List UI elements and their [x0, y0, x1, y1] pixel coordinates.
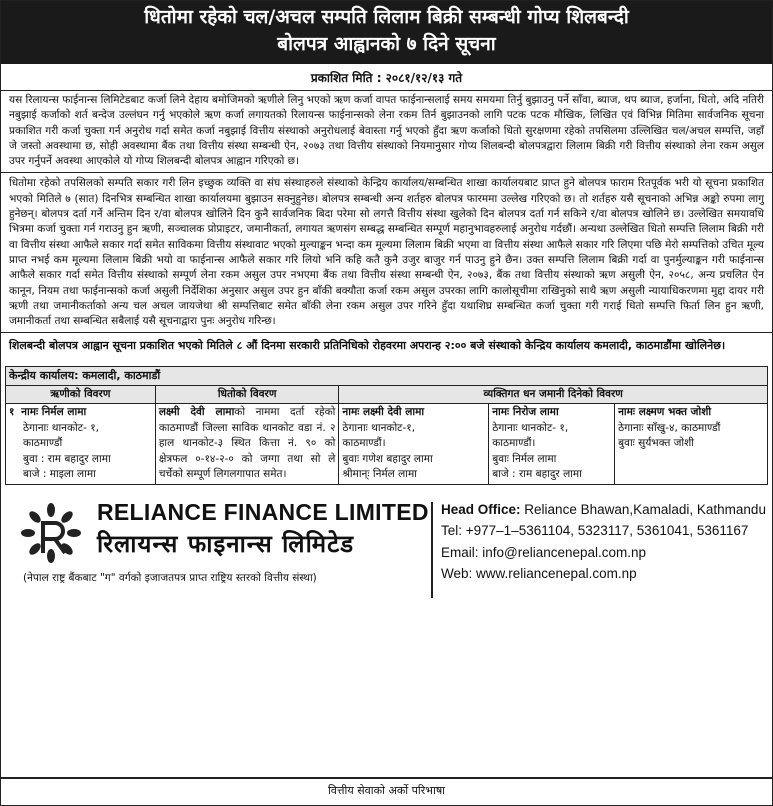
- office-label: केन्द्रीय कार्यालय: कमलादी, काठमाडौं: [6, 367, 768, 386]
- tagline: वित्तीय सेवाको अर्को परिभाषा: [1, 777, 772, 805]
- guarantor-3-address: ठेगानाः साँखु-४, काठमाण्डौं: [618, 421, 721, 434]
- opening-notice: शिलबन्दी बोलपत्र आह्वान सूचना प्रकाशित भएको मितिले ८ औं दिनमा सरकारी प्रतिनिधिको रोहवरमा अपरान्ह २:०० बजे संस्थाको केन्द्रिय कार्यालय कमलादी, काठमाडौंमा खोलिनेछ।: [9, 339, 726, 353]
- guarantor-2-name: नामः निरोज लामा: [492, 406, 559, 419]
- guarantor-1-name: नामः लक्ष्मी देवी लामा: [342, 406, 425, 419]
- borrower-district: काठमाण्डौं: [23, 437, 63, 450]
- paragraph-2: धितोमा रहेको तपसिलको सम्पति सकार गरी लिन इच्छुक व्यक्ति वा संघ संस्थाहरुले संस्थाको केन्द्रिय कार्यालय/सम्बन्धित शाखा कार्यालयबाट प्राप्त हुने बोलपत्र फाराम रितपूर्वक भरी यो सूचना प्रकाशित भएको मितिले ७ (सात) दिनभित्र सम्बन्धित शाखा कार्यालयमा बुझाउन सक्नुहुनेछ। बोलपत्र सम्बन्धी अन्य शर्तहरु बोलपत्र फारममा उल्लेख गरिएको छ। तो शर्तहरु यसै सूचनाको अभिन्न अङ्को रुपमा लागु हुनेछन्। बोलपत्र दर्ता गर्ने अन्तिम दिन र/वा बोलपत्र खोलिने दिन कुनै सार्वजनिक बिदा परेमा सो लगत्तै वित्तीय संस्था खुलेको दिन बोलपत्र दर्ता गर्न सकिने र/वा बोलपत्र खोलिने छ। उल्लेखित समयावधि भित्रमा कर्जा चुक्ता गर्न गराउनु हुन ऋणी, सञ्चालक प्रोप्राइटर, जमानीकर्ता, लगायत ऋणसंग सम्बद्ध सम्बन्धित सम्पूर्ण महानुभावहरुलाई अनुरोध गर्दछौं। अन्यथा उल्लेखित धितो सम्पत्ति लिलाम बिक्री गरी वा वित्तीय संस्था आफैले सकार गर्दा समेत साविकमा वित्तीय संस्थावाट भएको मुल्याङ्कन भन्दा कम मूल्यमा लिलाम बिक्री भएमा वा वित्तीय संस्था आफैले सकार गरि लिएमा पछि मेरो सम्पत्तिको उचित मूल्य प्राप्त नभई कम मूल्यमा लिलाम बिक्री भयो वा फाईनान्स आफैले सकार गरि लियो भनि कहि कतै कुनै उजुर बाजुर गर्न पाउनु हुने छैन। उक्त सम्पत्ति लिलाम बिक्री गर्दा वा पुनर्मुल्याङ्कन गरी फाईनान्स आफैले सकार गर्दा समेत वित्तीय संस्थाको सम्पूर्ण लेना रकम असुल उपर नभएमा बैंक तथा वित्तीय संस्था सम्बन्धी ऐन, २०७३, बैंक तथा वित्तीय संस्थाको ऋण असुली ऐन, २०५८, अन्य प्रचलित ऐन कानून, नियम तथा फाईनान्सको कर्जा असुली निर्देशिका अनुसार असुल उपर हुन बाँकी बक्यौता कर्जा रकम असुल उपरका लागि कालोसूचीमा राखिनुको साथै ऋण असुली न्यायाधिकरणमा मुद्दा दायर गरी ऋणी तथा जमानीकर्ताको अन्य चल अचल जायजेथा श्री सम्पत्तिबाट समेत बाँकी लेना रकम असुल उपर गरिने हुँदा यथाशिघ्र सम्बन्धित कर्जा चुक्ता गरी गराई धितो सम्पत्ति फिर्ता लिन हुन ऋणी, जमानीकर्ता तथा सम्बन्धित सबैलाई यसै सूचनाद्वारा पुनः अनुरोध गरिन्छ।: [9, 177, 764, 328]
- notice-title-line2: बोलपत्र आह्वानको ७ दिने सूचना: [277, 33, 496, 55]
- table-row: [6, 404, 768, 485]
- header-collateral: धितोको विवरण: [155, 386, 339, 404]
- published-date: प्रकाशित मिति : २०८१/१२/१३ गते: [310, 71, 463, 85]
- guarantor-3-name: नामः लक्ष्मण भक्त जोशी: [618, 406, 712, 419]
- paragraph-1: यस रिलायन्स फाईनान्स लिमिटेडबाट कर्जा लिने देहाय बमोजिमको ऋणीले लिनु भएको ऋण कर्जा वापत फाईनान्सलाई समय समयमा तिर्नु बुझाउनु पर्ने साँवा, ब्याज, थप ब्याज, हर्जाना, धितो, अदि नतिरी नबुझाई कर्जाको शर्त बन्देज उल्लंघन गर्नु भएकोले ऋण कर्जा लगायतको रिलायन्स फाईनान्सको लेना रकम तिर्न बुझाउनको लागि पटक पटक मौखिक, लिखित एवं विभिन्न मितिमा सार्वजनिक सूचना प्रकाशित गरी कर्जा चुक्ता गर्न अनुरोध गर्दा समेत कर्जा नबुझाई वित्तीय संस्थाको अनुरोधलाई बेवास्ता गर्नु भएको हुँदा ऋण कर्जाको धितो सुरक्षणमा रहेको तपसिलमा उल्लिखित चल/अचल सम्पत्ति, जहाँ जे जस्तो अवस्थामा छ, सोही अवस्थामा बैंक तथा वित्तीय संस्था सम्बन्धी ऐन, २०७३ तथा वित्तीय संस्थाको नियमानुसार गोप्य शिलबन्दी बोलपत्रद्वारा लिलाम बिक्री गरी वित्तीय संस्थाको लेना रकम असुल उपर गर्नुपर्ने अवस्था आएकोले यो गोप्य शिलबन्दी बोलपत्र आह्वान गरिएको छ।: [9, 94, 764, 168]
- collateral-description: को नाममा दर्ता रहेको काठमाण्डौं जिल्ला साविक थानकोट वडा नं. २ हाल थानकोट-३ स्थित कित्ता नं. ९० को क्षेत्रफल ०-१४-२-० को जग्गा तथा सो ले चर्चेको सम्पूर्ण लिगलगापात समेत।: [158, 406, 336, 481]
- guarantor-2-grandfather: बाजे : राम बहादुर लामा: [492, 468, 582, 481]
- table-header-row: [6, 386, 768, 404]
- guarantor-2-father: बुवाः निर्मल लामा: [492, 452, 557, 465]
- telephone-line: Tel: +977–1–5361104, 5323117, 5361041, 5361167: [441, 523, 749, 539]
- paragraph-2-box: [1, 173, 772, 333]
- guarantor-2-district: काठमाण्डौं।: [492, 437, 536, 450]
- head-office-line: [441, 499, 766, 521]
- guarantor-1-father: बुवाः गणेश बहादुर लामा: [342, 452, 433, 465]
- contact-block: [441, 499, 766, 604]
- borrower-name-line: [9, 405, 152, 421]
- guarantor-3-father: बुवाः सुर्यभक्त जोशी: [618, 437, 695, 450]
- guarantor-1-cell: [339, 404, 489, 485]
- guarantor-1-address: ठेगानाः थानकोट-१,: [342, 421, 416, 434]
- head-office-label: Head Office:: [441, 501, 521, 517]
- serial-number: १: [9, 406, 15, 419]
- head-office-value: Reliance Bhawan,Kamaladi, Kathmandu: [524, 501, 766, 517]
- web-line[interactable]: Web: www.reliancenepal.com.np: [441, 566, 637, 582]
- guarantor-3-cell: [615, 404, 768, 485]
- header-guarantor: व्यक्तिगत धन जमानी दिनेको विवरण: [339, 386, 768, 404]
- guarantor-2-cell: [489, 404, 615, 485]
- guarantor-1-district: काठमाण्डौं।: [342, 437, 386, 450]
- reliance-logo-icon: [19, 501, 83, 565]
- brand-block: [1, 499, 431, 604]
- guarantor-1-husband: श्रीमान्‌ः निर्मल लामा: [342, 468, 417, 481]
- header-borrower: ऋणीको विवरण: [6, 386, 156, 404]
- office-row: [6, 367, 768, 386]
- borrower-grandfather: बाजे : माइला लामा: [23, 468, 96, 481]
- borrower-address: ठेगानाः थानकोट- १,: [23, 421, 99, 434]
- collateral-owner: लक्ष्मी देवी लामा: [158, 406, 235, 419]
- borrower-father: बुवा : राम बहादुर लामा: [23, 452, 111, 465]
- brand-name-nepali: रिलायन्स फाइनान्स लिमिटेड: [97, 529, 355, 558]
- brand-name-english: RELIANCE FINANCE LIMITED: [97, 498, 429, 525]
- brand-subtitle: (नेपाल राष्ट्र बैंकबाट "ग" वर्गको इजाजतपत्र प्राप्त राष्ट्रिय स्तरको वित्तीय संस्था): [23, 571, 317, 584]
- collateral-cell: [155, 404, 339, 485]
- footer-divider: [431, 502, 433, 598]
- email-line[interactable]: Email: info@reliancenepal.com.np: [441, 544, 647, 560]
- paragraph-1-box: [1, 90, 772, 173]
- footer: [1, 499, 772, 604]
- guarantor-2-address: ठेगानाः थानकोट- १,: [492, 421, 569, 434]
- notice-title-line1: धितोमा रहेको चल/अचल सम्पति लिलाम बिक्री सम्बन्धी गोप्य शिलबन्दी: [144, 6, 629, 28]
- property-table: [5, 366, 768, 485]
- borrower-cell: [6, 404, 156, 485]
- notice-header: [1, 1, 772, 64]
- borrower-name: नामः निर्मल लामा: [21, 406, 87, 419]
